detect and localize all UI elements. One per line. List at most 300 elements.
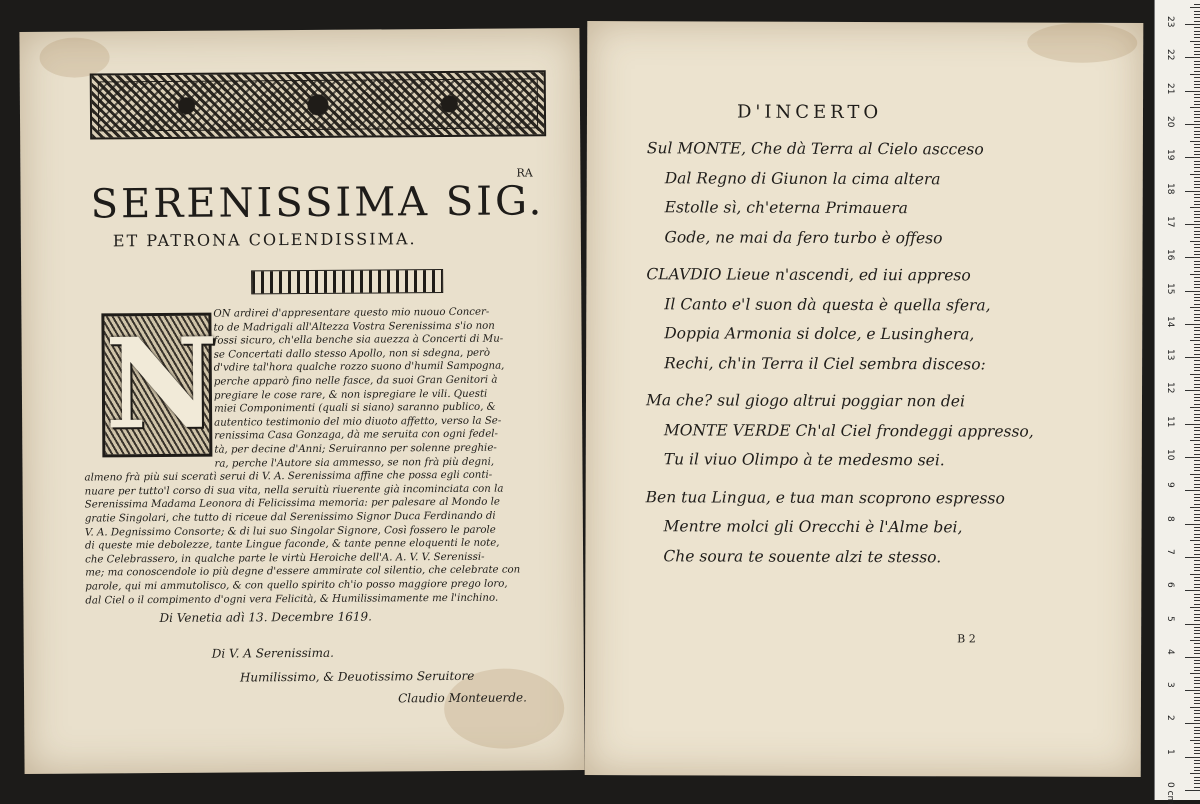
ruler-tick	[1194, 643, 1200, 644]
ruler-tick	[1194, 77, 1200, 78]
ruler-tick	[1190, 74, 1200, 75]
ruler-tick	[1194, 763, 1200, 764]
ruler-tick	[1194, 653, 1200, 654]
ruler-tick	[1194, 227, 1200, 228]
ruler-tick	[1190, 7, 1200, 8]
ruler-label: 8	[1165, 515, 1175, 522]
ruler-tick	[1185, 91, 1200, 92]
ruler-tick	[1194, 221, 1200, 222]
ruler-label: 14	[1165, 315, 1175, 328]
ruler-tick	[1194, 97, 1200, 98]
ruler-tick	[1185, 324, 1200, 325]
poem-line: Che soura te souente alzi te stesso.	[663, 546, 942, 566]
ruler-tick	[1194, 297, 1200, 298]
poem-line: Ben tua Lingua, e tua man scoprono espresso	[645, 487, 1005, 507]
ruler-tick	[1190, 707, 1200, 708]
ruler-tick	[1194, 750, 1200, 751]
ruler-tick	[1194, 520, 1200, 521]
ruler-tick	[1194, 410, 1200, 411]
ruler-label: 15	[1165, 282, 1175, 294]
ruler-tick	[1194, 720, 1200, 721]
ruler-tick	[1190, 274, 1200, 275]
ruler-tick	[1194, 111, 1200, 112]
ruler-tick	[1194, 420, 1200, 421]
ruler-tick	[1194, 281, 1200, 282]
ruler-label: 12	[1165, 382, 1175, 394]
ruler-tick	[1194, 670, 1200, 671]
ruler-tick	[1194, 434, 1200, 435]
woodcut-headpiece	[90, 70, 546, 139]
ruler-tick	[1194, 211, 1200, 212]
ruler-tick	[1194, 51, 1200, 52]
ruler-tick	[1194, 700, 1200, 701]
ruler-tick	[1185, 424, 1200, 425]
ruler-label: 11	[1165, 415, 1175, 428]
ruler-tick	[1194, 367, 1200, 368]
ruler-tick	[1190, 440, 1200, 441]
ruler-tick	[1194, 404, 1200, 405]
ruler-tick	[1194, 354, 1200, 355]
ruler-tick	[1194, 377, 1200, 378]
ruler-tick	[1185, 57, 1200, 58]
ruler-tick	[1194, 277, 1200, 278]
ruler-tick	[1194, 604, 1200, 605]
servant-line: Humilissimo, & Deuotissimo Seruitore	[239, 668, 475, 685]
ruler-tick	[1194, 480, 1200, 481]
ruler-tick	[1194, 87, 1200, 88]
ruler-tick	[1194, 117, 1200, 118]
ruler-tick	[1185, 257, 1200, 258]
ruler-tick	[1194, 64, 1200, 65]
dedication-line: almeno frà più sui sceratì serui di V. A. Serenissima affine che possa egli conti-	[84, 469, 493, 484]
ruler-tick	[1194, 447, 1200, 448]
ruler-tick	[1194, 753, 1200, 754]
dedication-line: miei Componimenti (quali si siano) saranno publico, &	[214, 401, 496, 415]
ruler-label: 19	[1165, 149, 1175, 161]
ruler-tick	[1190, 640, 1200, 641]
dedication-line: ra, perche l'Autore sia ammesso, se non frà più degni,	[214, 456, 495, 470]
ruler-tick	[1190, 207, 1200, 208]
measuring-ruler	[1154, 0, 1200, 804]
ruler-tick	[1194, 713, 1200, 714]
left-page	[19, 28, 584, 774]
ruler-label: 7	[1165, 548, 1175, 555]
ruler-tick	[1194, 470, 1200, 471]
ruler-tick	[1185, 790, 1200, 791]
poem-line: MONTE VERDE Ch'al Ciel frondeggi appresso,	[663, 420, 1034, 441]
ruler-tick	[1194, 467, 1200, 468]
ruler-tick	[1194, 770, 1200, 771]
ruler-tick	[1185, 590, 1200, 591]
ruler-tick	[1194, 164, 1200, 165]
ruler-tick	[1194, 577, 1200, 578]
ruler-tick	[1194, 530, 1200, 531]
ruler-tick	[1194, 304, 1200, 305]
ruler-tick	[1194, 783, 1200, 784]
ruler-tick	[1194, 370, 1200, 371]
ruler-tick	[1194, 151, 1200, 152]
ruler-tick	[1194, 484, 1200, 485]
poem-line: Dal Regno di Giunon la cima altera	[664, 168, 941, 188]
ruler-tick	[1194, 267, 1200, 268]
ruler-tick	[1194, 767, 1200, 768]
ruler-tick	[1194, 737, 1200, 738]
dedication-line: perche apparò fino nelle fasce, da suoi Gran Genitori à	[213, 374, 498, 388]
ruler-tick	[1194, 177, 1200, 178]
ruler-tick	[1194, 667, 1200, 668]
ruler-tick	[1185, 757, 1200, 758]
ruler-tick	[1190, 241, 1200, 242]
ruler-tick	[1185, 390, 1200, 391]
ruler-tick	[1194, 27, 1200, 28]
ruler-tick	[1194, 201, 1200, 202]
ruler-tick	[1194, 247, 1200, 248]
ruler-tick	[1190, 673, 1200, 674]
ruler-tick	[1194, 414, 1200, 415]
dedication-title: SERENISSIMA SIG.	[90, 178, 545, 228]
ruler-label: 10	[1165, 449, 1175, 461]
ruler-tick	[1194, 567, 1200, 568]
ruler-label: 9	[1165, 482, 1175, 489]
ruler-tick	[1194, 234, 1200, 235]
ruler-tick	[1194, 31, 1200, 32]
ruler-tick	[1194, 633, 1200, 634]
ruler-tick	[1194, 487, 1200, 488]
ruler-tick	[1194, 294, 1200, 295]
ruler-tick	[1194, 181, 1200, 182]
ruler-label: 6	[1165, 582, 1175, 588]
ruler-tick	[1194, 261, 1200, 262]
ruler-tick	[1185, 490, 1200, 491]
ruler-label: 13	[1165, 349, 1175, 361]
dedication-line: Serenissima Madama Leonora di Felicissima memoria: per palesare al Mondo le	[84, 497, 500, 511]
ruler-tick	[1194, 384, 1200, 385]
dedication-line: d'vdire tal'hora qualche rozzo suono d'humil Sampogna,	[213, 360, 505, 375]
dedication-line: autentico testimonio del mio diuoto affetto, verso la Se-	[214, 415, 502, 429]
ruler-tick	[1194, 364, 1200, 365]
ruler-tick	[1194, 687, 1200, 688]
ruler-tick	[1194, 510, 1200, 511]
ruler-tick	[1194, 310, 1200, 311]
ruler-tick	[1185, 657, 1200, 658]
ruler-tick	[1194, 71, 1200, 72]
ruler-tick	[1194, 464, 1200, 465]
ruler-tick	[1194, 61, 1200, 62]
ruler-tick	[1194, 597, 1200, 598]
ruler-tick	[1194, 171, 1200, 172]
ruler-tick	[1194, 570, 1200, 571]
ruler-tick	[1194, 730, 1200, 731]
ruler-tick	[1194, 430, 1200, 431]
ruler-tick	[1194, 733, 1200, 734]
ruler-tick	[1194, 314, 1200, 315]
ruler-tick	[1194, 460, 1200, 461]
ruler-tick	[1194, 584, 1200, 585]
ruler-label: 20	[1165, 116, 1175, 128]
ruler-label: 5	[1165, 615, 1175, 622]
dedication-line: tà, per decine d'Anni; Seruiranno per solenne preghie-	[214, 442, 497, 456]
ruler-tick	[1194, 547, 1200, 548]
ruler-label: 2	[1165, 715, 1175, 722]
ruler-tick	[1194, 400, 1200, 401]
ruler-tick	[1194, 284, 1200, 285]
ruler-tick	[1194, 534, 1200, 535]
poem-line: Doppia Armonia si dolce, e Lusinghera,	[664, 324, 975, 344]
poem-line: Tu il viuo Olimpo à te medesmo sei.	[663, 450, 945, 470]
ruler-tick	[1194, 127, 1200, 128]
ruler-tick	[1194, 131, 1200, 132]
ruler-tick	[1194, 637, 1200, 638]
ruler-label: 1	[1165, 748, 1175, 755]
dedication-line: fossi sicuro, ch'ella benche sia auezza à Concerti di Mu-	[213, 333, 504, 347]
ruler-tick	[1185, 191, 1200, 192]
ruler-tick	[1194, 387, 1200, 388]
right-page	[585, 21, 1144, 777]
ruler-tick	[1194, 54, 1200, 55]
ruler-tick	[1194, 217, 1200, 218]
ruler-tick	[1194, 787, 1200, 788]
ruler-tick	[1194, 397, 1200, 398]
ruler-tick	[1194, 101, 1200, 102]
ruler-tick	[1185, 723, 1200, 724]
ruler-tick	[1190, 107, 1200, 108]
ruler-tick	[1194, 134, 1200, 135]
ruler-tick	[1194, 137, 1200, 138]
ruler-tick	[1194, 680, 1200, 681]
ruler-tick	[1185, 124, 1200, 125]
ruler-tick	[1194, 347, 1200, 348]
ruler-tick	[1194, 663, 1200, 664]
ruler-label: 18	[1165, 182, 1175, 195]
ruler-tick	[1190, 407, 1200, 408]
dedication-line: gratie Singolari, che tutto di riceue dal Serenissimo Signor Duca Ferdinando di	[84, 510, 496, 525]
ruler-tick	[1194, 300, 1200, 301]
ruler-tick	[1194, 254, 1200, 255]
ruler-tick	[1194, 450, 1200, 451]
ruler-tick	[1194, 214, 1200, 215]
ruler-tick	[1194, 34, 1200, 35]
dedication-line: se Concertati dallo stesso Apollo, non si sdegna, però	[213, 347, 491, 361]
stain	[1027, 23, 1137, 63]
ruler-tick	[1194, 727, 1200, 728]
ruler-tick	[1194, 287, 1200, 288]
ruler-tick	[1194, 660, 1200, 661]
ruler-tick	[1194, 244, 1200, 245]
stain	[39, 37, 109, 77]
ruler-tick	[1190, 507, 1200, 508]
ruler-tick	[1185, 624, 1200, 625]
ruler-tick	[1185, 157, 1200, 158]
ruler-tick	[1185, 24, 1200, 25]
dedication-line: pregiare le cose rare, & non ispregiare le vili. Questi	[213, 388, 488, 402]
ruler-tick	[1194, 144, 1200, 145]
ruler-tick	[1185, 224, 1200, 225]
ruler-tick	[1194, 394, 1200, 395]
dedication-line: dal Ciel o il compimento d'ogni vera Felicità, & Humilissimamente me l'inchino.	[85, 592, 499, 607]
poem-line: Il Canto e'l suon dà questa è quella sfera,	[664, 294, 991, 314]
ruler-tick	[1194, 627, 1200, 628]
ruler-label: 22	[1165, 49, 1175, 61]
ruler-tick	[1194, 683, 1200, 684]
ruler-tick	[1194, 427, 1200, 428]
ruler-tick	[1194, 527, 1200, 528]
ruler-label: 21	[1165, 82, 1175, 95]
ruler-tick	[1194, 550, 1200, 551]
ruler-tick	[1194, 580, 1200, 581]
ruler-tick	[1194, 380, 1200, 381]
ruler-tick	[1190, 340, 1200, 341]
ruler-tick	[1194, 693, 1200, 694]
ruler-tick	[1194, 147, 1200, 148]
dedication-line: to de Madrigali all'Altezza Vostra Serenissima s'io non	[213, 320, 495, 334]
ruler-tick	[1194, 17, 1200, 18]
ruler-tick	[1194, 500, 1200, 501]
ruler-label: 0 cm	[1165, 782, 1175, 804]
ruler-tick	[1194, 620, 1200, 621]
ruler-tick	[1194, 184, 1200, 185]
poem-line: Sul MONTE, Che dà Terra al Cielo ascceso	[646, 139, 984, 159]
ruler-tick	[1194, 514, 1200, 515]
dedication-line: nuare per tutto'l corso di sua vita, nella seruitù riuerente già incominciata con la	[84, 483, 504, 498]
ruler-tick	[1194, 444, 1200, 445]
ruler-tick	[1194, 204, 1200, 205]
dedication-line: me; ma conoscendole io più degne d'essere ammirate col silentio, che celebrate con	[85, 564, 521, 579]
ruler-tick	[1194, 197, 1200, 198]
ruler-tick	[1194, 161, 1200, 162]
ruler-tick	[1194, 317, 1200, 318]
ruler-tick	[1194, 703, 1200, 704]
ruler-tick	[1194, 21, 1200, 22]
ruler-tick	[1194, 504, 1200, 505]
ruler-tick	[1194, 271, 1200, 272]
ruler-tick	[1194, 717, 1200, 718]
dedication-line: parole, qui mi ammutolisco, & con quello spirito ch'io posso maggiore prego loro,	[85, 578, 508, 593]
ruler-tick	[1194, 320, 1200, 321]
ruler-tick	[1185, 357, 1200, 358]
ruler-tick	[1194, 94, 1200, 95]
ruler-tick	[1190, 607, 1200, 608]
ruler-tick	[1194, 537, 1200, 538]
ruler-tick	[1194, 437, 1200, 438]
ruler-tick	[1194, 14, 1200, 15]
ruler-tick	[1194, 67, 1200, 68]
ruler-tick	[1194, 350, 1200, 351]
ruler-tick	[1194, 647, 1200, 648]
ruler-label: 16	[1165, 249, 1175, 261]
ruler-label: 17	[1165, 215, 1175, 228]
ruler-tick	[1194, 81, 1200, 82]
ruler-tick	[1194, 154, 1200, 155]
ruler-tick	[1194, 697, 1200, 698]
ruler-tick	[1194, 264, 1200, 265]
ruler-tick	[1185, 557, 1200, 558]
ruler-tick	[1194, 337, 1200, 338]
ruler-tick	[1194, 650, 1200, 651]
dedication-line: V. A. Degnissimo Consorte; & di lui suo Singolar Signore, Così fossero le parole	[84, 524, 496, 539]
ruler-tick	[1194, 417, 1200, 418]
ruler-tick	[1194, 327, 1200, 328]
ruler-tick	[1194, 251, 1200, 252]
ruler-tick	[1194, 677, 1200, 678]
ruler-tick	[1194, 84, 1200, 85]
ruler-tick	[1194, 777, 1200, 778]
ruler-tick	[1194, 231, 1200, 232]
ruler-tick	[1194, 587, 1200, 588]
ruler-tick	[1194, 330, 1200, 331]
ruler-tick	[1194, 4, 1200, 5]
poem-line: Gode, ne mai da fero turbo è offeso	[664, 227, 943, 247]
dedication-line: ON ardirei d'appresentare questo mio nuouo Concer-	[213, 306, 490, 320]
ruler-tick	[1194, 11, 1200, 12]
ruler-label: 3	[1165, 682, 1175, 688]
ruler-tick	[1190, 540, 1200, 541]
ruler-tick	[1194, 44, 1200, 45]
date-line: Di Venetia adì 13. Decembre 1619.	[159, 609, 372, 625]
ornament-band	[251, 269, 443, 294]
poem-line: Rechi, ch'in Terra il Ciel sembra disceso:	[664, 353, 986, 373]
ruler-tick	[1194, 237, 1200, 238]
ruler-tick	[1194, 710, 1200, 711]
ruler-tick	[1194, 614, 1200, 615]
ruler-label: 4	[1165, 648, 1175, 655]
ruler-tick	[1194, 630, 1200, 631]
ruler-tick	[1190, 773, 1200, 774]
poem-line: CLAVDIO Lieue n'ascendi, ed iui appreso	[646, 265, 971, 285]
poem-title: D'INCERTO	[736, 101, 883, 124]
ruler-tick	[1194, 600, 1200, 601]
dedication-line: che Celebrassero, in qualche parte le virtù Heroiche dell'A. A. V. V. Serenissi-	[85, 551, 485, 566]
ruler-tick	[1190, 374, 1200, 375]
ruler-tick	[1194, 544, 1200, 545]
ruler-tick	[1190, 740, 1200, 741]
ruler-tick	[1194, 564, 1200, 565]
ruler-tick	[1185, 524, 1200, 525]
ruler-tick	[1194, 114, 1200, 115]
ruler-tick	[1194, 121, 1200, 122]
ruler-tick	[1194, 554, 1200, 555]
ruler-tick	[1194, 494, 1200, 495]
ruler-tick	[1194, 47, 1200, 48]
address-line: Di V. A Serenissima.	[211, 645, 334, 661]
poem-line: Mentre molci gli Orecchi è l'Alme bei,	[663, 517, 963, 537]
ruler-tick	[1185, 457, 1200, 458]
ruler-tick	[1194, 517, 1200, 518]
ruler-tick	[1194, 610, 1200, 611]
ruler-tick	[1194, 594, 1200, 595]
ruler-tick	[1194, 560, 1200, 561]
ruler-tick	[1185, 291, 1200, 292]
dedication-subtitle: ET PATRONA COLENDISSIMA.	[112, 229, 417, 251]
ruler-tick	[1194, 167, 1200, 168]
ruler-tick	[1190, 307, 1200, 308]
ruler-tick	[1194, 37, 1200, 38]
ruler-tick	[1185, 690, 1200, 691]
ruler-tick	[1194, 334, 1200, 335]
ruler-tick	[1194, 477, 1200, 478]
ruler-tick	[1194, 187, 1200, 188]
ruler-tick	[1194, 743, 1200, 744]
ruler-tick	[1194, 760, 1200, 761]
ruler-tick	[1190, 574, 1200, 575]
ruler-tick	[1194, 454, 1200, 455]
ruler-tick	[1194, 497, 1200, 498]
decorated-initial: N	[101, 313, 212, 458]
ruler-tick	[1194, 344, 1200, 345]
ruler-tick	[1190, 141, 1200, 142]
ruler-tick	[1190, 41, 1200, 42]
signature: Claudio Monteuerde.	[398, 690, 527, 706]
poem-line: Ma che? sul giogo altrui poggiar non dei	[645, 391, 965, 411]
